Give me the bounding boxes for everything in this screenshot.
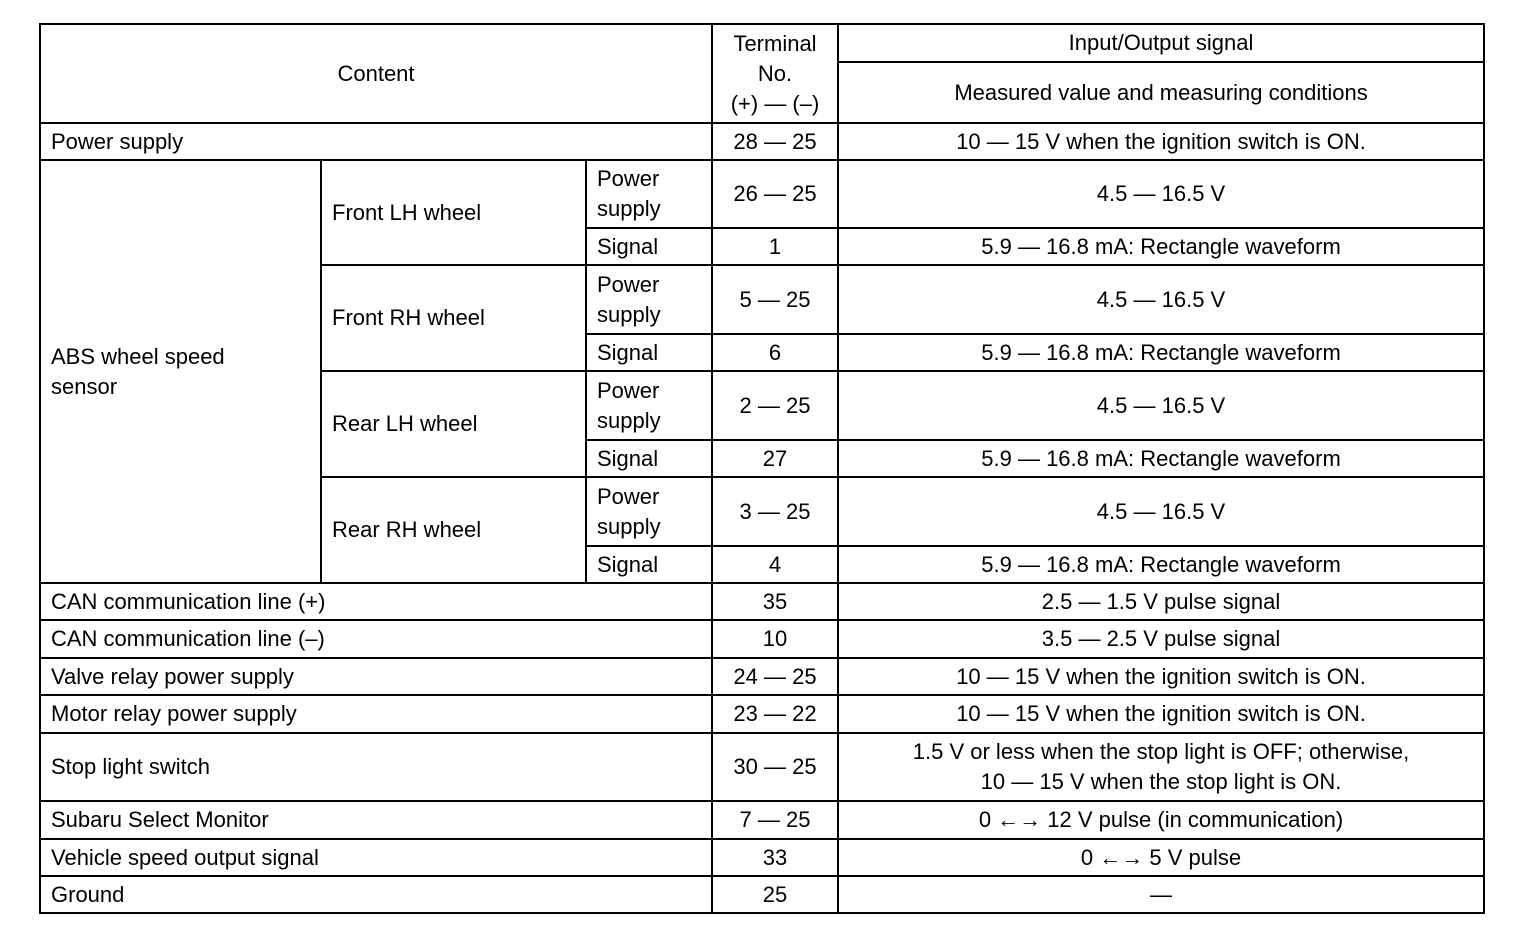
power-terminal: 2 — 25 <box>712 371 838 440</box>
row-content: Motor relay power supply <box>40 695 712 733</box>
table-row <box>40 733 1484 801</box>
table-row <box>40 839 1484 876</box>
power-value: 4.5 — 16.5 V <box>838 160 1484 228</box>
wheel-name: Rear LH wheel <box>321 371 586 477</box>
power-value: 4.5 — 16.5 V <box>838 477 1484 546</box>
header-terminal: Terminal No. (+) — (–) <box>712 24 838 123</box>
signal-value: 5.9 — 16.8 mA: Rectangle waveform <box>838 334 1484 371</box>
power-label: Power supply <box>586 160 712 228</box>
abs-group-label: ABS wheel speed sensor <box>40 160 321 583</box>
table-row <box>40 123 1484 160</box>
terminal-spec-table <box>39 23 1485 914</box>
row-terminal: 23 — 22 <box>712 695 838 733</box>
row-terminal: 30 — 25 <box>712 733 838 801</box>
row-terminal: 33 <box>712 839 838 876</box>
row-terminal: 10 <box>712 620 838 658</box>
table-row <box>40 658 1484 695</box>
header-row-1 <box>40 24 1484 62</box>
signal-label: Signal <box>586 546 712 583</box>
wheel-name: Front LH wheel <box>321 160 586 265</box>
row-value: 10 — 15 V when the ignition switch is ON. <box>838 123 1484 160</box>
table-row <box>40 801 1484 839</box>
wheel-name: Front RH wheel <box>321 265 586 371</box>
row-value: 3.5 — 2.5 V pulse signal <box>838 620 1484 658</box>
signal-terminal: 27 <box>712 440 838 477</box>
row-value: 10 — 15 V when the ignition switch is ON. <box>838 695 1484 733</box>
row-terminal: 7 — 25 <box>712 801 838 839</box>
header-measured: Measured value and measuring conditions <box>838 62 1484 123</box>
row-terminal: 24 — 25 <box>712 658 838 695</box>
row-value: — <box>838 876 1484 913</box>
power-label: Power supply <box>586 371 712 440</box>
table-row <box>40 876 1484 913</box>
row-value: 2.5 — 1.5 V pulse signal <box>838 583 1484 620</box>
power-terminal: 3 — 25 <box>712 477 838 546</box>
row-content: Subaru Select Monitor <box>40 801 712 839</box>
row-content: CAN communication line (+) <box>40 583 712 620</box>
row-content: Vehicle speed output signal <box>40 839 712 876</box>
signal-terminal: 6 <box>712 334 838 371</box>
signal-label: Signal <box>586 334 712 371</box>
signal-terminal: 1 <box>712 228 838 265</box>
row-value: 0 ←→ 12 V pulse (in communication) <box>838 801 1484 839</box>
signal-label: Signal <box>586 228 712 265</box>
signal-value: 5.9 — 16.8 mA: Rectangle waveform <box>838 546 1484 583</box>
power-value: 4.5 — 16.5 V <box>838 265 1484 334</box>
power-label: Power supply <box>586 477 712 546</box>
power-value: 4.5 — 16.5 V <box>838 371 1484 440</box>
table-row <box>40 583 1484 620</box>
row-terminal: 28 — 25 <box>712 123 838 160</box>
row-content: Ground <box>40 876 712 913</box>
power-terminal: 5 — 25 <box>712 265 838 334</box>
power-terminal: 26 — 25 <box>712 160 838 228</box>
wheel-name: Rear RH wheel <box>321 477 586 583</box>
row-value: 10 — 15 V when the ignition switch is ON. <box>838 658 1484 695</box>
row-content: Power supply <box>40 123 712 160</box>
signal-terminal: 4 <box>712 546 838 583</box>
row-terminal: 25 <box>712 876 838 913</box>
row-value: 1.5 V or less when the stop light is OFF; otherwise, 10 — 15 V when the stop light is ON. <box>838 733 1484 801</box>
table-row <box>40 160 1484 228</box>
row-value: 0 ←→ 5 V pulse <box>838 839 1484 876</box>
power-label: Power supply <box>586 265 712 334</box>
table-row <box>40 695 1484 733</box>
table-row <box>40 620 1484 658</box>
signal-value: 5.9 — 16.8 mA: Rectangle waveform <box>838 228 1484 265</box>
row-content: CAN communication line (–) <box>40 620 712 658</box>
signal-label: Signal <box>586 440 712 477</box>
row-content: Stop light switch <box>40 733 712 801</box>
row-content: Valve relay power supply <box>40 658 712 695</box>
header-content: Content <box>40 24 712 123</box>
header-io-signal: Input/Output signal <box>838 24 1484 62</box>
row-terminal: 35 <box>712 583 838 620</box>
signal-value: 5.9 — 16.8 mA: Rectangle waveform <box>838 440 1484 477</box>
